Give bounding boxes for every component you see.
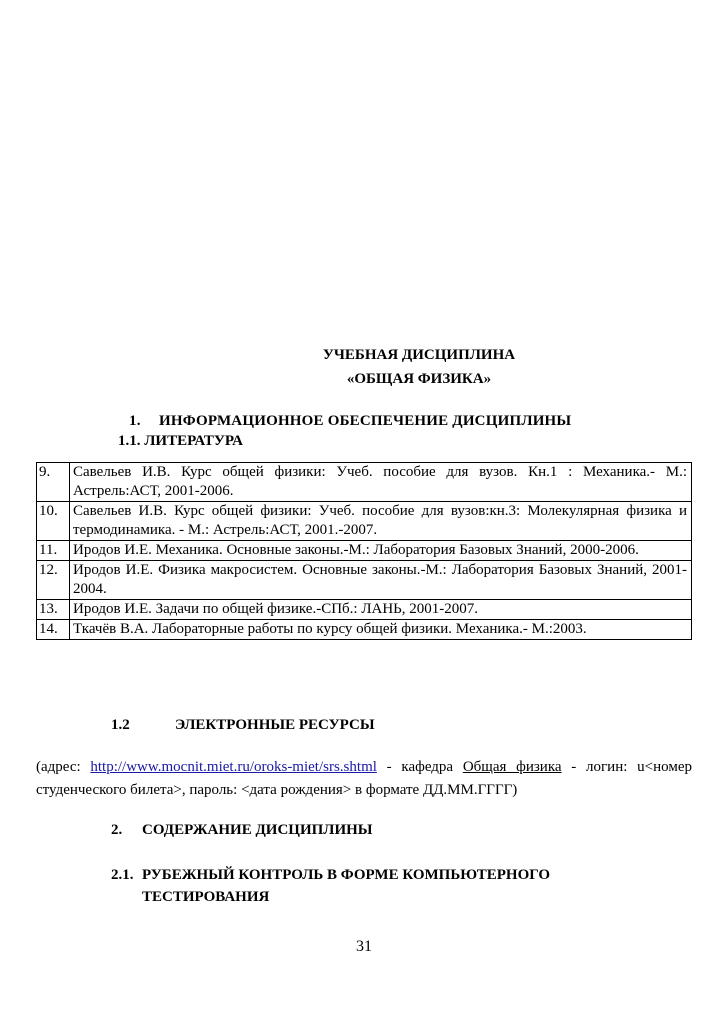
section-2-1-title: РУБЕЖНЫЙ КОНТРОЛЬ В ФОРМЕ КОМПЬЮТЕРНОГО ТЕСТИРОВАНИЯ — [142, 867, 551, 905]
section-2-1-number: 2.1. — [111, 867, 134, 883]
section-1-2-title: ЭЛЕКТРОННЫЕ РЕСУРСЫ — [175, 717, 375, 733]
literature-number: 10. — [37, 502, 70, 541]
literature-entry: Савельев И.В. Курс общей физики: Учеб. пособие для вузов:кн.3: Молекулярная физика и термодинамика. - М.: Астрель:АСТ, 2001.-2007. — [70, 502, 692, 541]
discipline-heading: УЧЕБНАЯ ДИСЦИПЛИНА — [322, 347, 516, 363]
literature-row — [37, 620, 692, 640]
page-number: 31 — [356, 938, 372, 955]
resources-prefix: (адрес: — [36, 759, 91, 775]
literature-row — [37, 561, 692, 600]
literature-number: 13. — [37, 600, 70, 620]
discipline-name: «ОБЩАЯ ФИЗИКА» — [346, 371, 492, 387]
section-2-number: 2. — [111, 822, 123, 838]
literature-number: 11. — [37, 541, 70, 561]
section-2-title: СОДЕРЖАНИЕ ДИСЦИПЛИНЫ — [142, 822, 373, 838]
literature-table — [36, 462, 692, 640]
resources-link[interactable]: http://www.mocnit.miet.ru/oroks-miet/srs.shtml — [90, 759, 377, 775]
literature-number: 14. — [37, 620, 70, 640]
resources-mid: - кафедра — [376, 759, 463, 775]
section-2-1-heading — [111, 864, 622, 908]
section-2-heading — [111, 822, 373, 839]
literature-number: 9. — [37, 463, 70, 502]
section-1-1-heading: 1.1. ЛИТЕРАТУРА — [118, 433, 243, 449]
literature-entry: Ткачёв В.А. Лабораторные работы по курсу общей физики. Механика.- М.:2003. — [70, 620, 692, 640]
literature-entry: Иродов И.Е. Физика макросистем. Основные законы.-М.: Лаборатория Базовых Знаний, 2001-2004. — [70, 561, 692, 600]
literature-number: 12. — [37, 561, 70, 600]
literature-entry: Иродов И.Е. Механика. Основные законы.-М.: Лаборатория Базовых Знаний, 2000-2006. — [70, 541, 692, 561]
section-1-2-heading — [111, 717, 375, 734]
section-1-2-number: 1.2 — [111, 717, 130, 733]
section-1-heading — [129, 413, 571, 430]
section-1-title: ИНФОРМАЦИОННОЕ ОБЕСПЕЧЕНИЕ ДИСЦИПЛИНЫ — [159, 413, 572, 429]
literature-row — [37, 502, 692, 541]
department-link[interactable]: Общая физика — [462, 759, 562, 775]
resources-suffix: - логин: u<номер студенческого билета>, пароль: <дата рождения> в формате ДД.ММ.ГГГГ) — [36, 759, 692, 798]
literature-entry: Иродов И.Е. Задачи по общей физике.-СПб.: ЛАНЬ, 2001-2007. — [70, 600, 692, 620]
literature-row — [37, 463, 692, 502]
literature-row — [37, 600, 692, 620]
resources-paragraph — [36, 756, 692, 802]
section-1-number: 1. — [129, 413, 141, 429]
literature-row — [37, 541, 692, 561]
literature-entry: Савельев И.В. Курс общей физики: Учеб. пособие для вузов. Кн.1 : Механика.- М.: Астрель:АСТ, 2001-2006. — [70, 463, 692, 502]
